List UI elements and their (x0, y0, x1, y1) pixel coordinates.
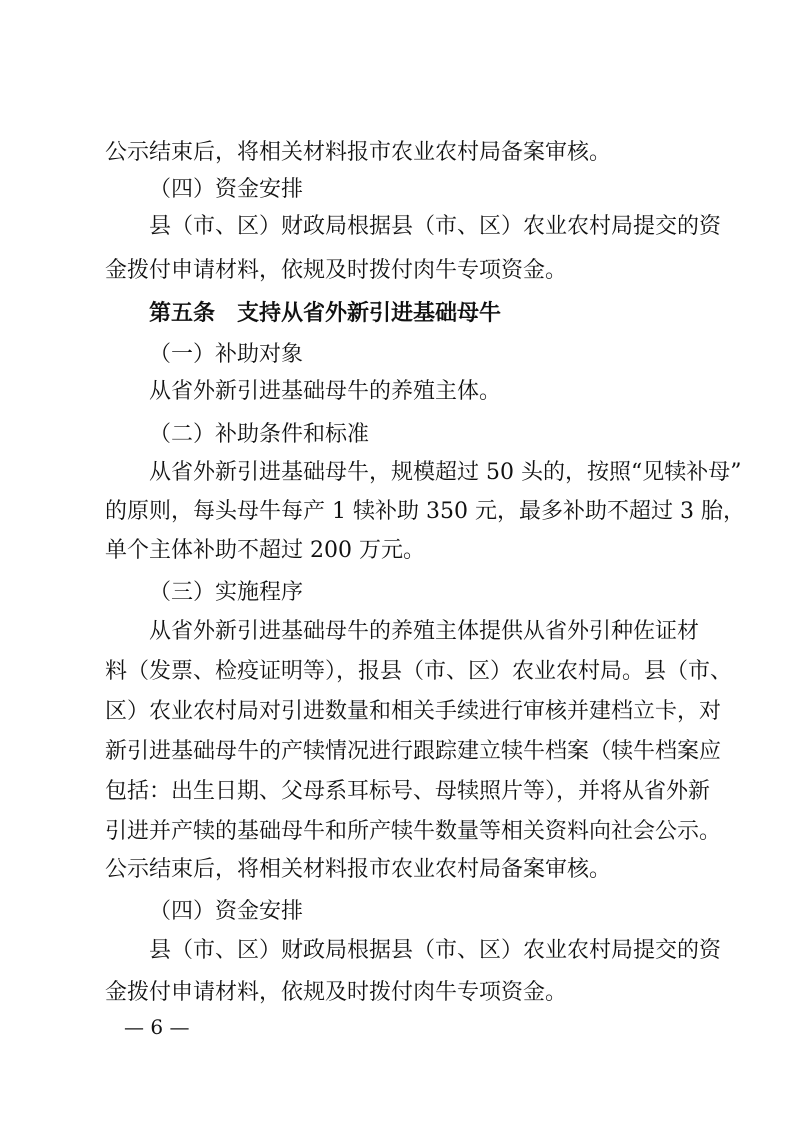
paragraph-line: 从省外新引进基础母牛的养殖主体提供从省外引种佐证材 (149, 619, 700, 644)
paragraph-line: 公示结束后，将相关材料报市农业农村局备案审核。 (105, 857, 612, 882)
page-number: — 6 — (124, 1015, 190, 1039)
paragraph-line: 包括：出生日期、父母系耳标号、母犊照片等），并将从省外新 (105, 779, 711, 804)
section-heading: （四）资金安排 (149, 899, 304, 924)
section-heading: （一）补助对象 (149, 342, 304, 367)
paragraph-line: 从省外新引进基础母牛，规模超过 50 头的，按照“见犊补母” (149, 460, 742, 485)
section-heading: （二）补助条件和标准 (149, 422, 370, 447)
paragraph-line: 单个主体补助不超过 200 万元。 (105, 538, 425, 563)
section-heading: （四）资金安排 (149, 177, 304, 202)
paragraph-line: 区）农业农村局对引进数量和相关手续进行审核并建档立卡，对 (105, 699, 722, 724)
paragraph-line: 金拨付申请材料，依规及时拨付肉牛专项资金。 (105, 980, 568, 1005)
paragraph-line: 公示结束后，将相关材料报市农业农村局备案审核。 (105, 140, 612, 165)
paragraph-line: 从省外新引进基础母牛的养殖主体。 (149, 379, 502, 404)
paragraph-line: 的原则，每头母牛每产 1 犊补助 350 元，最多补助不超过 3 胎， (105, 499, 745, 524)
paragraph-line: 县（市、区）财政局根据县（市、区）农业农村局提交的资 (149, 214, 722, 239)
paragraph-line: 料（发票、检疫证明等），报县（市、区）农业农村局。县（市、 (105, 659, 733, 684)
paragraph-line: 金拨付申请材料，依规及时拨付肉牛专项资金。 (105, 258, 568, 283)
paragraph-line: 新引进基础母牛的产犊情况进行跟踪建立犊牛档案（犊牛档案应 (105, 739, 722, 764)
article-heading: 第五条 支持从省外新引进基础母牛 (149, 300, 502, 326)
paragraph-line: 引进并产犊的基础母牛和所产犊牛数量等相关资料向社会公示。 (105, 819, 722, 844)
paragraph-line: 县（市、区）财政局根据县（市、区）农业农村局提交的资 (149, 938, 722, 963)
section-heading: （三）实施程序 (149, 580, 304, 605)
